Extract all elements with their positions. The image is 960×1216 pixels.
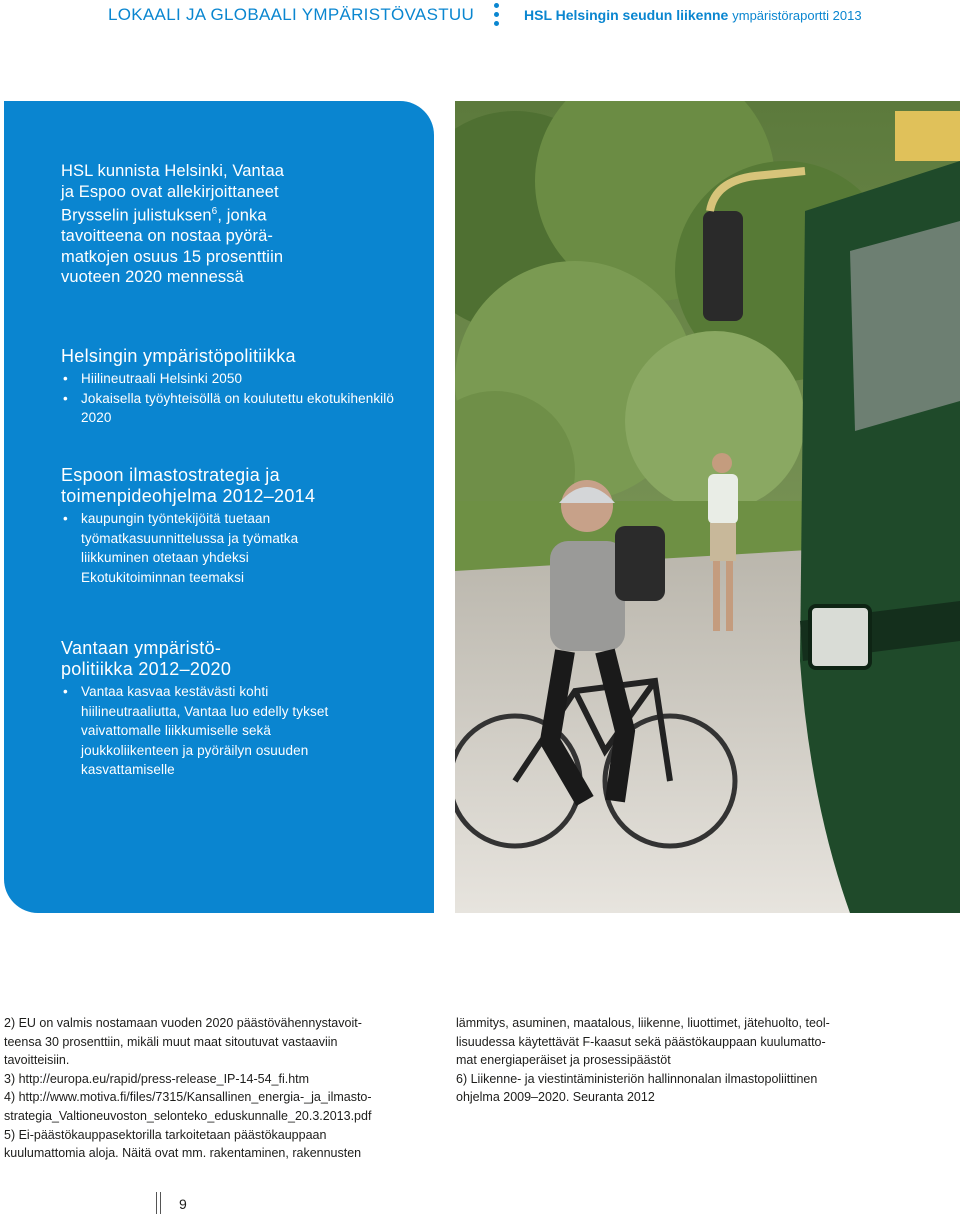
heading-line: Vantaan ympäristö- xyxy=(61,638,222,658)
header-divider-dots xyxy=(492,3,502,31)
photo-illustration xyxy=(455,101,960,913)
bullet-item: • Vantaa kasvaa kestävästi kohti hiilineutraaliutta, Vantaa luo edelly tykset vaivattomalle liikkumiselle sekä joukkoliikenteen ja pyöräilyn osuuden kasvattamiselle xyxy=(61,682,331,780)
section-heading xyxy=(61,638,411,680)
footnote-line: strategia_Valtioneuvoston_selonteko_eduskunnalle_20.3.2013.pdf xyxy=(4,1108,372,1123)
footnote-line: lisuudessa käytettävät F-kaasut sekä päästökauppaan kuulumatto- xyxy=(456,1034,826,1049)
footnote-line: ohjelma 2009–2020. Seuranta 2012 xyxy=(456,1090,655,1105)
page-number-bars xyxy=(156,1192,162,1214)
section-title: LOKAALI JA GLOBAALI YMPÄRISTÖVASTUU xyxy=(108,5,475,24)
footnote-line: 2) EU on valmis nostamaan vuoden 2020 päästövähennystavoit- xyxy=(4,1016,362,1030)
quote-line: vuoteen 2020 mennessä xyxy=(61,268,244,286)
policy-section-helsinki xyxy=(61,346,411,428)
section-heading: Helsingin ympäristöpolitiikka xyxy=(61,346,296,366)
quote-line: matkojen osuus 15 prosenttiin xyxy=(61,247,284,266)
footnote-line: 6) Liikenne- ja viestintäministeriön hallinnonalan ilmastopoliittinen xyxy=(456,1071,818,1086)
quote-line-text: Brysselin julistuksen xyxy=(61,206,212,225)
footnote-line: 3) http://europa.eu/rapid/press-release_IP-14-54_fi.htm xyxy=(4,1071,310,1086)
policy-section-espoo xyxy=(61,465,381,587)
bullet-list xyxy=(61,369,411,428)
bullet-item: • Hiilineutraali Helsinki 2050 xyxy=(61,369,411,389)
publisher-name: HSL Helsingin seudun liikenne xyxy=(524,7,729,23)
bullet-item: • kaupungin työntekijöitä tuetaan työmatkasuunnittelussa ja työmatka liikkuminen otetaan yhdeksi Ekotukitoiminnan teemaksi xyxy=(61,509,331,587)
info-panel xyxy=(4,101,434,913)
quote-line: tavoitteena on nostaa pyörä- xyxy=(61,227,273,245)
footnote-line: 5) Ei-päästökauppasektorilla tarkoitetaan päästökauppaan xyxy=(4,1127,327,1142)
footnote-line: kuulumattomia aloja. Näitä ovat mm. rakentaminen, rakennusten xyxy=(4,1146,362,1161)
report-title xyxy=(524,7,862,23)
footnote-line: 4) http://www.motiva.fi/files/7315/Kansallinen_energia-_ja_ilmasto- xyxy=(4,1090,372,1105)
bullet-item: • Jokaisella työyhteisöllä on koulutettu ekotukihenkilö 2020 xyxy=(61,389,411,428)
bullet-list xyxy=(61,509,381,587)
section-heading: Espoon ilmastostrategia ja toimenpideohjelma 2012–2014 xyxy=(61,465,316,506)
quote-line: HSL kunnista Helsinki, Vantaa xyxy=(61,162,285,180)
footnotes-right xyxy=(456,1014,896,1107)
page-number: 9 xyxy=(179,1196,187,1212)
quote-line: ja Espoo ovat allekirjoittaneet xyxy=(61,182,279,201)
footnote-line: tavoitteisiin. xyxy=(4,1053,70,1068)
report-name: ympäristöraportti 2013 xyxy=(732,8,862,23)
footnote-line: mat energiaperäiset ja prosessipäästöt xyxy=(456,1053,671,1068)
footnote-ref: 6 xyxy=(211,206,218,217)
quote-line-tail: , jonka xyxy=(217,206,267,225)
footnotes-left xyxy=(4,1014,444,1163)
footnote-line: lämmitys, asuminen, maatalous, liikenne, liuottimet, jätehuolto, teol- xyxy=(456,1016,830,1030)
cyclist-tram-photo xyxy=(455,101,960,913)
bullet-list xyxy=(61,682,411,780)
quote-line xyxy=(61,202,401,226)
heading-line: politiikka 2012–2020 xyxy=(61,659,232,679)
policy-section-vantaa xyxy=(61,638,411,780)
highlight-quote xyxy=(61,161,401,288)
footnote-line: teensa 30 prosenttiin, mikäli muut maat sitoutuvat vastaaviin xyxy=(4,1034,338,1049)
